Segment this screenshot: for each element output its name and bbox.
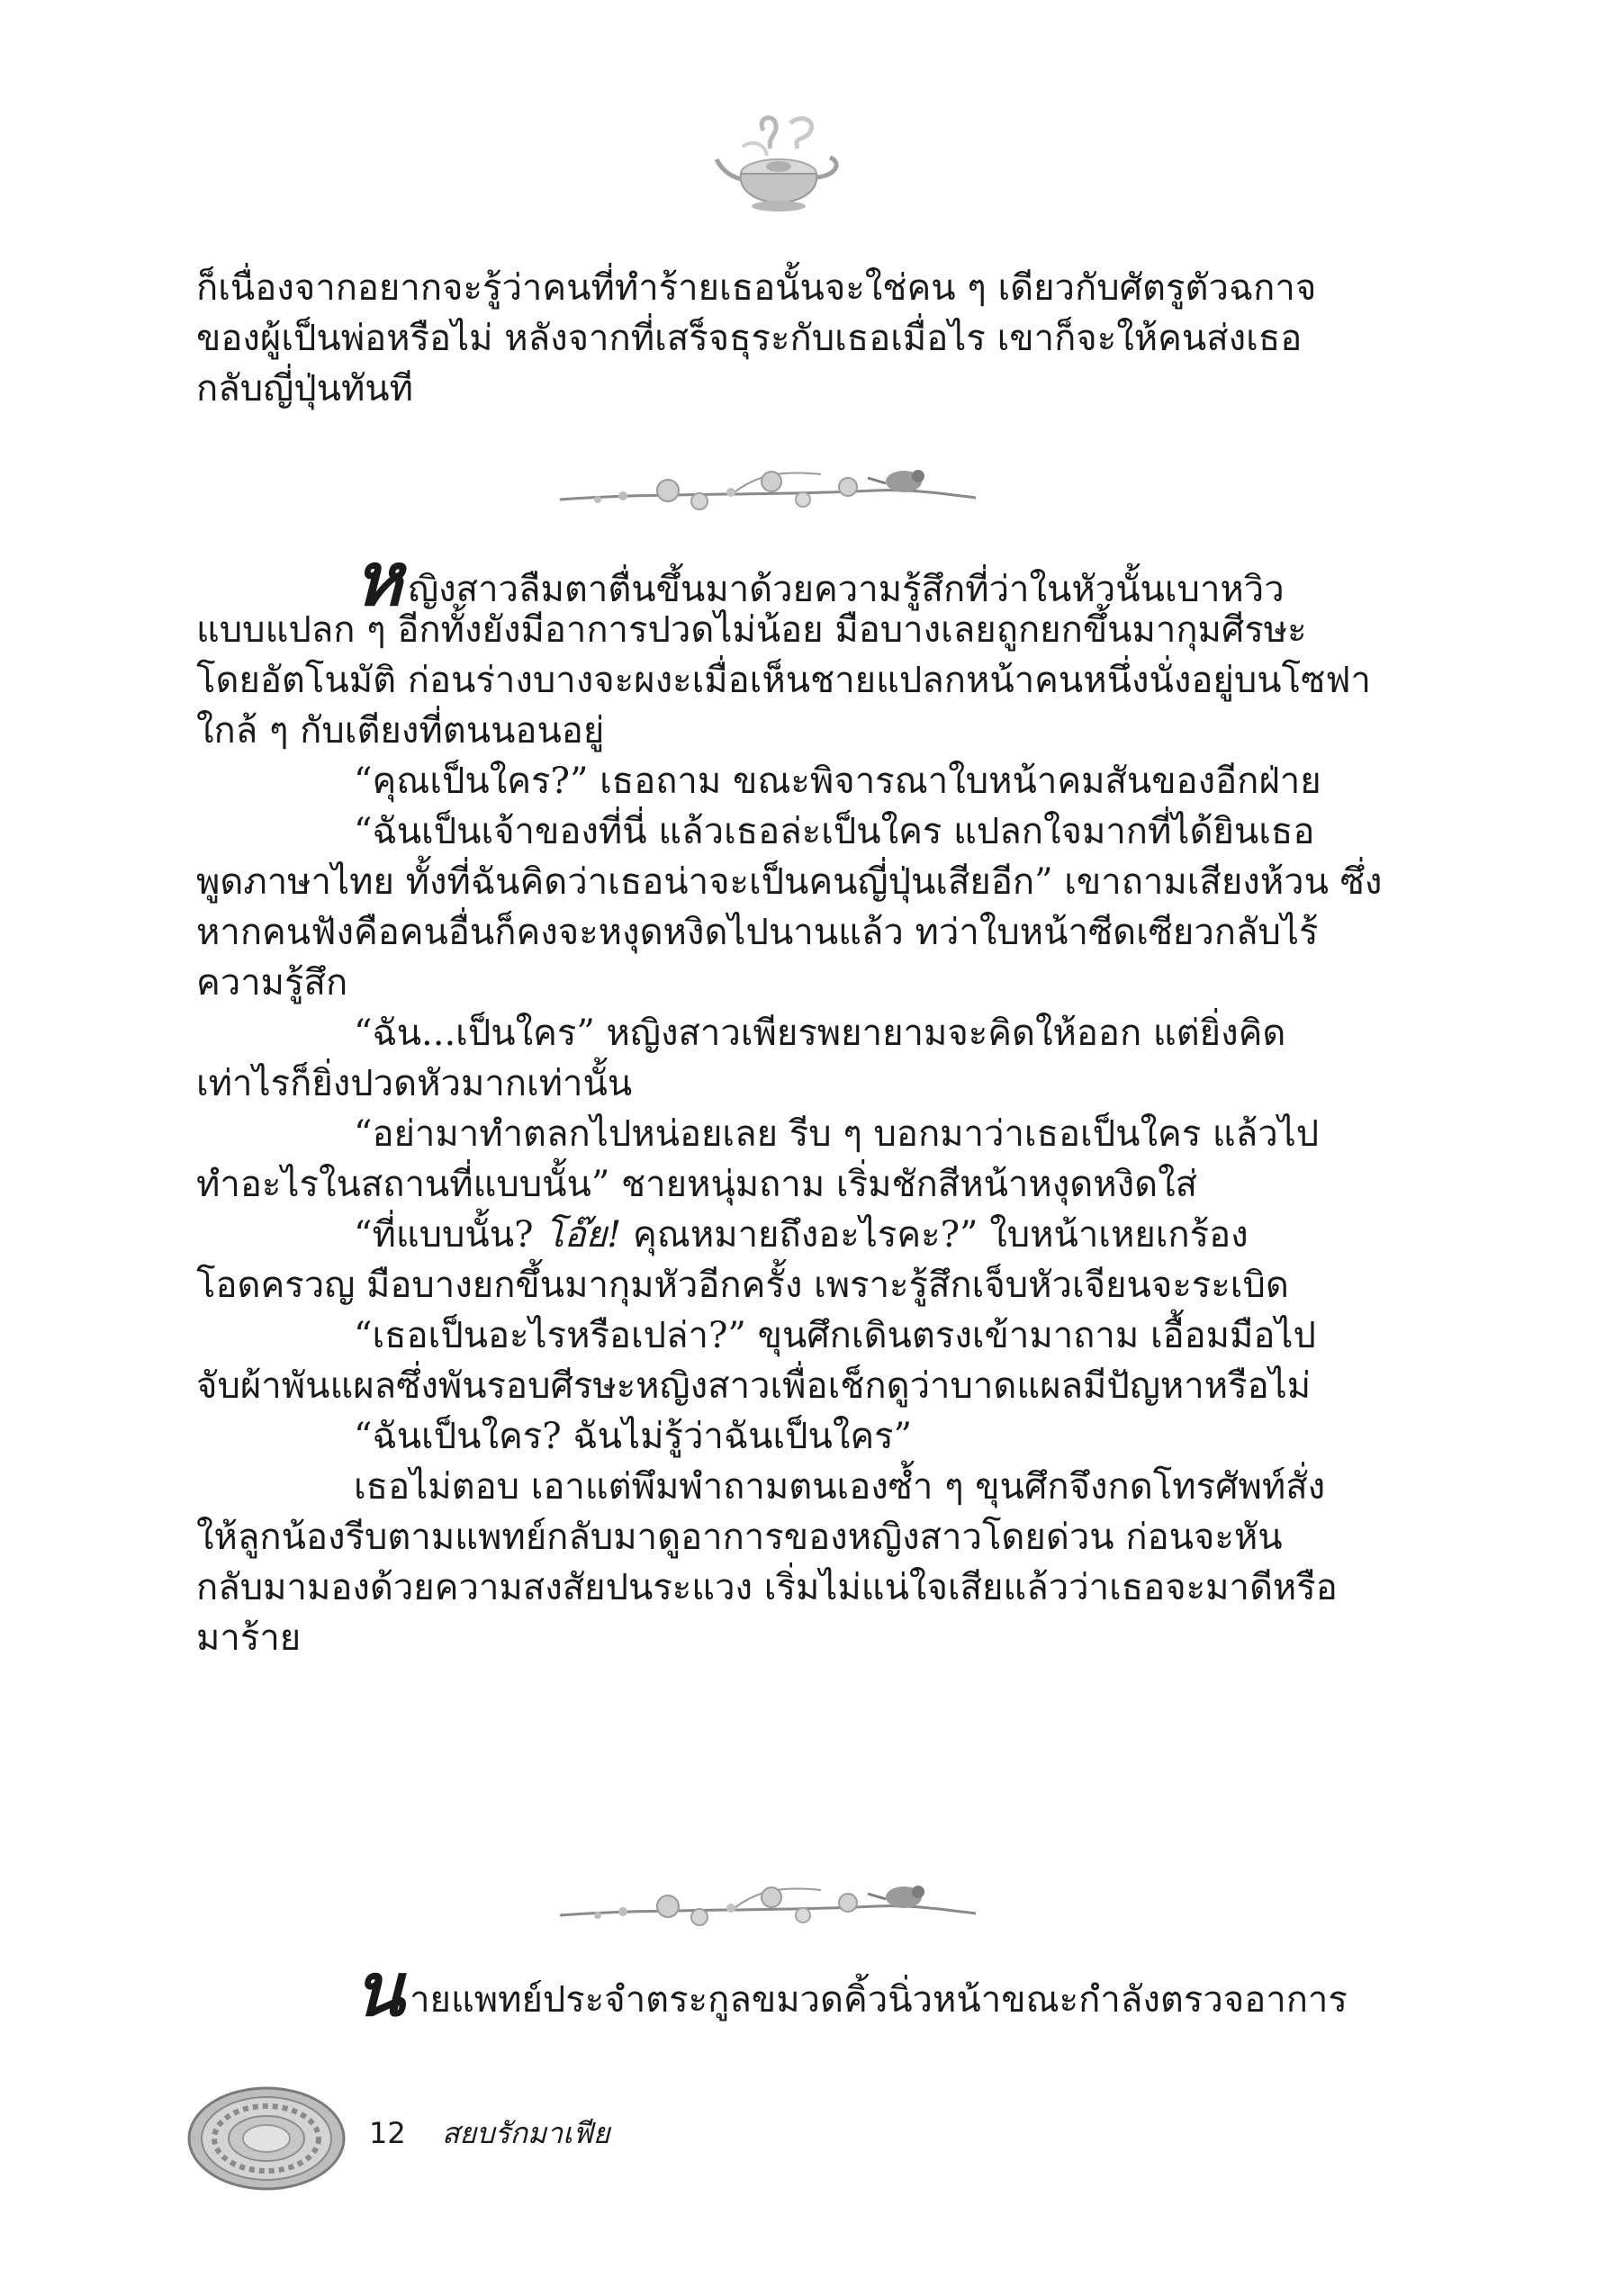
- text-line: ของผู้เป็นพ่อหรือไม่ หลังจากที่เสร็จธุระกับเธอเมื่อไร เขาก็จะให้คนส่งเธอ: [196, 318, 1303, 359]
- text-line: กลับมามองด้วยความสงสัยปนระแวง เริ่มไม่แน่ใจเสียแล้วว่าเธอจะมาดีหรือ: [196, 1567, 1338, 1608]
- text-line: จับผ้าพันแผลซึ่งพันรอบศีรษะหญิงสาวเพื่อเช็กดูว่าบาดแผลมีปัญหาหรือไม่: [196, 1365, 1312, 1407]
- opening-paragraph: [196, 263, 1330, 414]
- section-first-line: [196, 1947, 1348, 2033]
- dropcap-letter: ห: [354, 536, 403, 623]
- text-line: กลับญี่ปุ่นทันที: [196, 368, 414, 410]
- text-line-with-italic: [196, 1210, 1330, 1260]
- text-line: ความรู้สึก: [196, 962, 348, 1004]
- text-line: “ฉันเป็นเจ้าของที่นี่ แล้วเธอล่ะเป็นใคร แปลกใจมากที่ได้ยินเธอ: [354, 811, 1315, 852]
- text-line: มาร้าย: [196, 1617, 302, 1659]
- page-footer: [369, 2111, 609, 2156]
- text-line: แบบแปลก ๆ อีกทั้งยังมีอาการปวดไม่น้อย มือบางเลยถูกยกขึ้นมากุมศีรษะ: [196, 609, 1307, 651]
- text-line: โดยอัตโนมัติ ก่อนร่างบางจะผงะเมื่อเห็นชายแปลกหน้าคนหนึ่งนั่งอยู่บนโซฟา: [196, 660, 1371, 701]
- text-line: “ฉัน...เป็นใคร” หญิงสาวเพียรพยายามจะคิดให้ออก แต่ยิ่งคิด: [354, 1013, 1286, 1054]
- teapot-ornament-icon: [711, 113, 846, 221]
- section-three: [196, 1947, 1348, 2033]
- section-first-line: [196, 536, 1330, 623]
- text-line: เธอไม่ตอบ เอาแต่พึมพำถามตนเองซ้ำ ๆ ขุนศึกจึงกดโทรศัพท์สั่ง: [354, 1466, 1326, 1508]
- section-two: [196, 536, 1383, 1663]
- text-line: เท่าไรก็ยิ่งปวดหัวมากเท่านั้น: [196, 1063, 633, 1104]
- italic-exclamation: โอ๊ย!: [545, 1214, 622, 1256]
- line-segment: “ที่แบบนั้น?: [354, 1214, 546, 1256]
- text-line: ก็เนื่องจากอยากจะรู้ว่าคนที่ทำร้ายเธอนั้นจะใช่คน ๆ เดียวกับศัตรูตัวฉกาจ: [196, 267, 1317, 309]
- page-number: 12: [369, 2116, 406, 2150]
- first-line-text: ญิงสาวลืมตาตื่นขึ้นมาด้วยความรู้สึกที่ว่าในหัวนั้นเบาหวิว: [408, 569, 1285, 610]
- text-line: “คุณเป็นใคร?” เธอถาม ขณะพิจารณาใบหน้าคมสันของอีกฝ่าย: [354, 761, 1321, 802]
- text-line: “เธอเป็นอะไรหรือเปล่า?” ขุนศึกเดินตรงเข้ามาถาม เอื้อมมือไป: [354, 1315, 1316, 1356]
- text-line: ทำอะไรในสถานที่แบบนั้น” ชายหนุ่มถาม เริ่มชักสีหน้าหงุดหงิดใส่: [196, 1164, 1198, 1205]
- zodiac-seal-icon: [187, 2059, 346, 2218]
- floral-divider-icon: [551, 455, 983, 527]
- text-line: โอดครวญ มือบางยกขึ้นมากุมหัวอีกครั้ง เพราะรู้สึกเจ็บหัวเจียนจะระเบิด: [196, 1265, 1289, 1306]
- text-line: “อย่ามาทำตลกไปหน่อยเลย รีบ ๆ บอกมาว่าเธอเป็นใคร แล้วไป: [354, 1113, 1320, 1155]
- dropcap-letter: น: [354, 1947, 405, 2033]
- text-line: ใกล้ ๆ กับเตียงที่ตนนอนอยู่: [196, 710, 605, 752]
- book-title: สยบรักมาเฟีย: [441, 2116, 610, 2150]
- text-line: “ฉันเป็นใคร? ฉันไม่รู้ว่าฉันเป็นใคร”: [354, 1416, 913, 1457]
- line-segment: คุณหมายถึงอะไรคะ?” ใบหน้าเหยเกร้อง: [621, 1214, 1249, 1256]
- text-line: ให้ลูกน้องรีบตามแพทย์กลับมาดูอาการของหญิงสาวโดยด่วน ก่อนจะหัน: [196, 1517, 1283, 1558]
- first-line-text: ายแพทย์ประจำตระกูลขมวดคิ้วนิ่วหน้าขณะกำลังตรวจอาการ: [410, 1979, 1348, 2021]
- text-line: หากคนฟังคือคนอื่นก็คงจะหงุดหงิดไปนานแล้ว ทว่าใบหน้าซีดเซียวกลับไร้: [196, 912, 1319, 953]
- text-line: พูดภาษาไทย ทั้งที่ฉันคิดว่าเธอน่าจะเป็นคนญี่ปุ่นเสียอีก” เขาถามเสียงห้วน ซึ่ง: [196, 861, 1383, 903]
- floral-divider-icon: [551, 1870, 983, 1942]
